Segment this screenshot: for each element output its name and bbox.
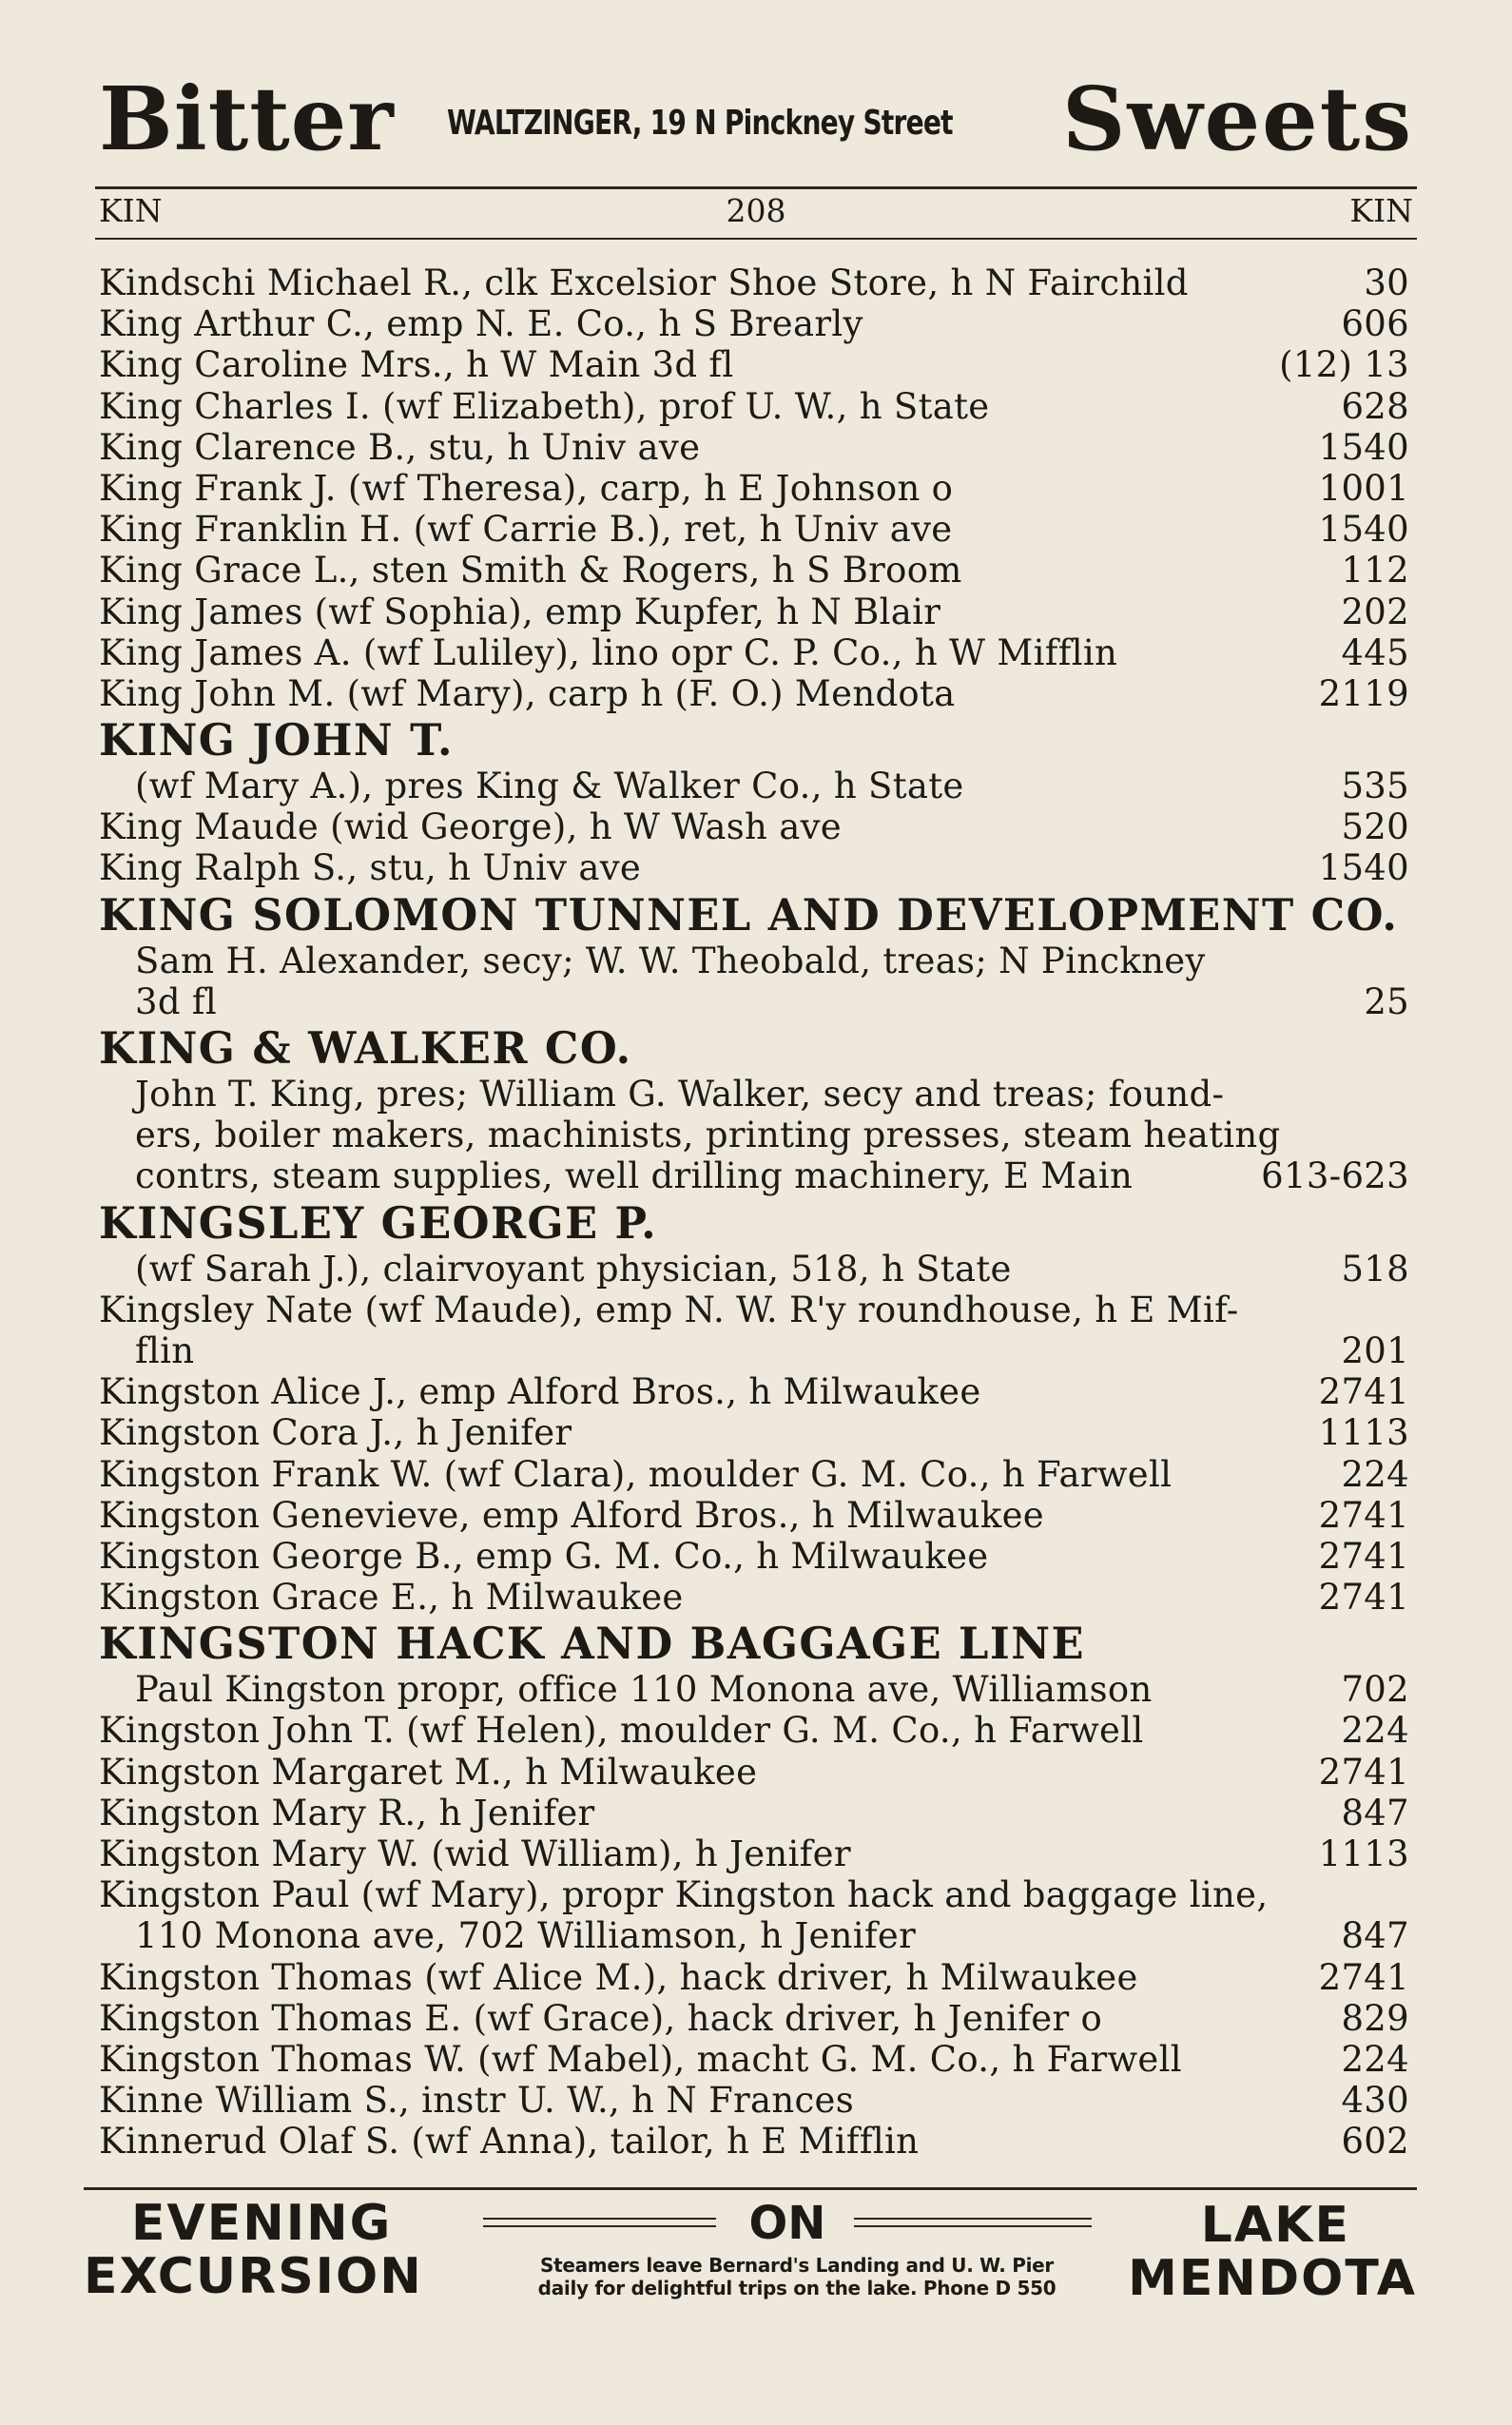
- directory-entry: [87, 1115, 1417, 1155]
- entry-text: KING SOLOMON TUNNEL AND DEVELOPMENT CO.: [99, 888, 1399, 941]
- directory-entry: [87, 766, 1417, 806]
- entry-text: (wf Mary A.), pres King & Walker Co., h State: [135, 766, 964, 807]
- entry-text: King Maude (wid George), h W Wash ave: [99, 806, 842, 848]
- entry-text: Kingston Thomas E. (wf Grace), hack driver, h Jenifer o: [99, 1997, 1103, 2039]
- directory-heading: [87, 1618, 1417, 1669]
- entry-address-number: 847: [1341, 1792, 1409, 1833]
- entry-text: 3d fl: [135, 980, 218, 1022]
- directory-entry: [87, 673, 1417, 714]
- entry-address-number: 224: [1341, 1710, 1409, 1752]
- entry-address-number: 2741: [1318, 1956, 1409, 1998]
- entry-text: King John M. (wf Mary), carp h (F. O.) Mendota: [99, 672, 956, 714]
- entry-text: Kingston Mary W. (wid William), h Jenifer: [99, 1833, 851, 1874]
- entry-address-number: 1540: [1318, 847, 1409, 889]
- entry-text: KINGSTON HACK AND BAGGAGE LINE: [99, 1618, 1085, 1670]
- directory-entry: [87, 1915, 1417, 1956]
- bottom-rule: [84, 2187, 1417, 2190]
- entry-text: King James A. (wf Luliley), lino opr C. P. Co., h W Mifflin: [99, 631, 1118, 673]
- entry-address-number: 224: [1341, 2038, 1409, 2080]
- entry-text: Kingston Thomas W. (wf Mabel), macht G. M. Co., h Farwell: [99, 2038, 1182, 2080]
- directory-heading: [87, 889, 1417, 941]
- entry-text: Kingston Frank W. (wf Clara), moulder G. M. Co., h Farwell: [99, 1453, 1173, 1495]
- directory-entry: [87, 2121, 1417, 2162]
- ad-sweets-word: Sweets: [1062, 68, 1413, 170]
- entry-address-number: 2741: [1318, 1371, 1409, 1413]
- entry-address-number: 1540: [1318, 426, 1409, 468]
- entry-text: Kingston Mary R., h Jenifer: [99, 1792, 595, 1833]
- directory-entry: [87, 2080, 1417, 2121]
- entry-address-number: 847: [1341, 1915, 1409, 1957]
- entry-text: Kingston Genevieve, emp Alford Bros., h Milwaukee: [99, 1494, 1044, 1536]
- directory-entry: [87, 1074, 1417, 1115]
- entry-text: KING JOHN T.: [99, 714, 454, 766]
- directory-entry: [87, 386, 1417, 427]
- entry-text: contrs, steam supplies, well drilling machinery, E Main: [135, 1155, 1134, 1197]
- ad-steamers-line-2: daily for delightful trips on the lake. Phone D 550: [537, 2277, 1056, 2299]
- entry-address-number: 1113: [1318, 1412, 1409, 1454]
- directory-entry: [87, 1371, 1417, 1412]
- entry-text: King Clarence B., stu, h Univ ave: [99, 426, 701, 468]
- entry-text: Kindschi Michael R., clk Excelsior Shoe Store, h N Fairchild: [99, 262, 1189, 303]
- entry-address-number: 628: [1341, 385, 1409, 427]
- entry-address-number: 30: [1364, 262, 1409, 303]
- entry-text: Kinne William S., instr U. W., h N Frances: [99, 2080, 855, 2122]
- entry-text: Kingston George B., emp G. M. Co., h Milwaukee: [99, 1535, 989, 1577]
- entry-address-number: 2119: [1318, 672, 1409, 714]
- entry-text: Sam H. Alexander, secy; W. W. Theobald, treas; N Pinckney: [135, 940, 1206, 981]
- directory-entry: [87, 1536, 1417, 1577]
- bottom-advertisement: [84, 2195, 1417, 2309]
- entry-text: flin: [135, 1329, 195, 1371]
- directory-entry: [87, 1249, 1417, 1290]
- ad-lake-word: LAKE: [1200, 2197, 1350, 2254]
- ad-on-group: [483, 2197, 1092, 2250]
- directory-entry: [87, 1957, 1417, 1998]
- directory-entry: [87, 632, 1417, 673]
- entry-address-number: 430: [1341, 2080, 1409, 2122]
- directory-entry: [87, 468, 1417, 509]
- directory-listing: [87, 262, 1417, 2163]
- entry-address-number: 2741: [1318, 1751, 1409, 1793]
- entry-text: Kingsley Nate (wf Maude), emp N. W. R'y roundhouse, h E Mif-: [99, 1289, 1239, 1330]
- entry-text: King Ralph S., stu, h Univ ave: [99, 847, 642, 889]
- running-head-right: KIN: [1349, 192, 1413, 229]
- ad-evening-word: EVENING: [131, 2195, 393, 2252]
- directory-heading: [87, 1022, 1417, 1074]
- entry-address-number: 202: [1341, 591, 1409, 632]
- directory-entry: [87, 806, 1417, 847]
- top-rule: [95, 186, 1417, 189]
- entry-text: Kingston Thomas (wf Alice M.), hack driver, h Milwaukee: [99, 1956, 1138, 1998]
- directory-entry: [87, 344, 1417, 385]
- directory-entry: [87, 1330, 1417, 1371]
- entry-address-number: 535: [1341, 766, 1409, 807]
- ad-steamers-line-1: Steamers leave Bernard's Landing and U. W. Pier: [539, 2254, 1055, 2277]
- entry-address-number: 201: [1341, 1329, 1409, 1371]
- directory-entry: [87, 1495, 1417, 1536]
- directory-entry: [87, 1710, 1417, 1751]
- entry-text: King Grace L., sten Smith & Rogers, h S Broom: [99, 550, 962, 592]
- entry-text: King Caroline Mrs., h W Main 3d fl: [99, 344, 734, 386]
- entry-address-number: 702: [1341, 1669, 1409, 1711]
- directory-entry: [87, 303, 1417, 344]
- directory-entry: [87, 1833, 1417, 1874]
- directory-entry: [87, 2039, 1417, 2080]
- entry-text: King Franklin H. (wf Carrie B.), ret, h Univ ave: [99, 509, 953, 551]
- entry-address-number: 445: [1341, 631, 1409, 673]
- directory-entry: [87, 981, 1417, 1022]
- directory-entry: [87, 1155, 1417, 1196]
- entry-text: 110 Monona ave, 702 Williamson, h Jenifer: [135, 1915, 917, 1957]
- running-head: [95, 190, 1417, 232]
- directory-entry: [87, 1874, 1417, 1915]
- entry-text: KING & WALKER CO.: [99, 1022, 632, 1074]
- entry-text: King James (wf Sophia), emp Kupfer, h N Blair: [99, 591, 941, 632]
- directory-entry: [87, 1290, 1417, 1330]
- directory-entry: [87, 427, 1417, 468]
- entry-address-number: 2741: [1318, 1535, 1409, 1577]
- directory-entry: [87, 592, 1417, 632]
- entry-text: King Arthur C., emp N. E. Co., h S Brearly: [99, 303, 863, 345]
- directory-heading: [87, 1197, 1417, 1249]
- entry-address-number: 2741: [1318, 1577, 1409, 1619]
- directory-entry: [87, 847, 1417, 888]
- entry-address-number: 518: [1341, 1248, 1409, 1290]
- directory-entry: [87, 1577, 1417, 1618]
- entry-text: (wf Sarah J.), clairvoyant physician, 518, h State: [135, 1248, 1012, 1290]
- page-number: 208: [726, 192, 786, 229]
- directory-entry: [87, 509, 1417, 550]
- entry-address-number: 602: [1341, 2121, 1409, 2163]
- directory-entry: [87, 1412, 1417, 1453]
- directory-entry: [87, 550, 1417, 591]
- entry-text: Kingston Margaret M., h Milwaukee: [99, 1751, 758, 1793]
- entry-address-number: 520: [1341, 806, 1409, 848]
- entry-address-number: 613-623: [1261, 1155, 1409, 1197]
- entry-text: John T. King, pres; William G. Walker, secy and treas; found-: [135, 1074, 1225, 1115]
- entry-text: King Charles I. (wf Elizabeth), prof U. W., h State: [99, 385, 990, 427]
- entry-address-number: 2741: [1318, 1494, 1409, 1536]
- entry-address-number: 224: [1341, 1453, 1409, 1495]
- entry-text: Kingston Grace E., h Milwaukee: [99, 1577, 684, 1619]
- entry-address-number: 606: [1341, 303, 1409, 345]
- entry-address-number: 25: [1364, 980, 1409, 1022]
- entry-address-number: 1001: [1318, 467, 1409, 509]
- entry-text: Kingston Alice J., emp Alford Bros., h Milwaukee: [99, 1371, 981, 1413]
- directory-entry: [87, 1454, 1417, 1495]
- entry-address-number: 1540: [1318, 509, 1409, 551]
- entry-address-number: 829: [1341, 1997, 1409, 2039]
- entry-text: Kinnerud Olaf S. (wf Anna), tailor, h E Mifflin: [99, 2121, 920, 2163]
- directory-heading: [87, 714, 1417, 766]
- directory-entry: [87, 941, 1417, 981]
- ad-on-word: ON: [748, 2197, 826, 2250]
- directory-entry: [87, 262, 1417, 303]
- top-advertisement: [95, 67, 1417, 171]
- directory-entry: [87, 1669, 1417, 1710]
- running-head-left: KIN: [99, 192, 163, 229]
- entry-text: Kingston John T. (wf Helen), moulder G. M. Co., h Farwell: [99, 1710, 1144, 1752]
- entry-address-number: 1113: [1318, 1833, 1409, 1874]
- ad-bitter-word: Bitter: [99, 68, 395, 170]
- entry-text: KINGSLEY GEORGE P.: [99, 1196, 658, 1249]
- entry-text: Kingston Cora J., h Jenifer: [99, 1412, 572, 1454]
- ad-address: WALTZINGER, 19 N Pinckney Street: [447, 104, 953, 143]
- entry-text: Kingston Paul (wf Mary), propr Kingston hack and baggage line,: [99, 1874, 1269, 1916]
- ad-mendota-word: MENDOTA: [1128, 2250, 1417, 2307]
- ad-on-right-rule: [854, 2218, 1092, 2227]
- directory-entry: [87, 1998, 1417, 2039]
- entry-text: King Frank J. (wf Theresa), carp, h E Johnson o: [99, 467, 954, 509]
- entry-text: ers, boiler makers, machinists, printing presses, steam heating: [135, 1115, 1281, 1156]
- ad-excursion-word: EXCURSION: [84, 2248, 423, 2305]
- directory-entry: [87, 1752, 1417, 1793]
- head-rule: [95, 238, 1417, 240]
- directory-entry: [87, 1793, 1417, 1833]
- ad-steamers-text: [493, 2254, 1101, 2299]
- entry-text: Paul Kingston propr, office 110 Monona ave, Williamson: [135, 1669, 1153, 1711]
- entry-address-number: 112: [1341, 550, 1409, 592]
- entry-address-number: (12) 13: [1279, 344, 1409, 386]
